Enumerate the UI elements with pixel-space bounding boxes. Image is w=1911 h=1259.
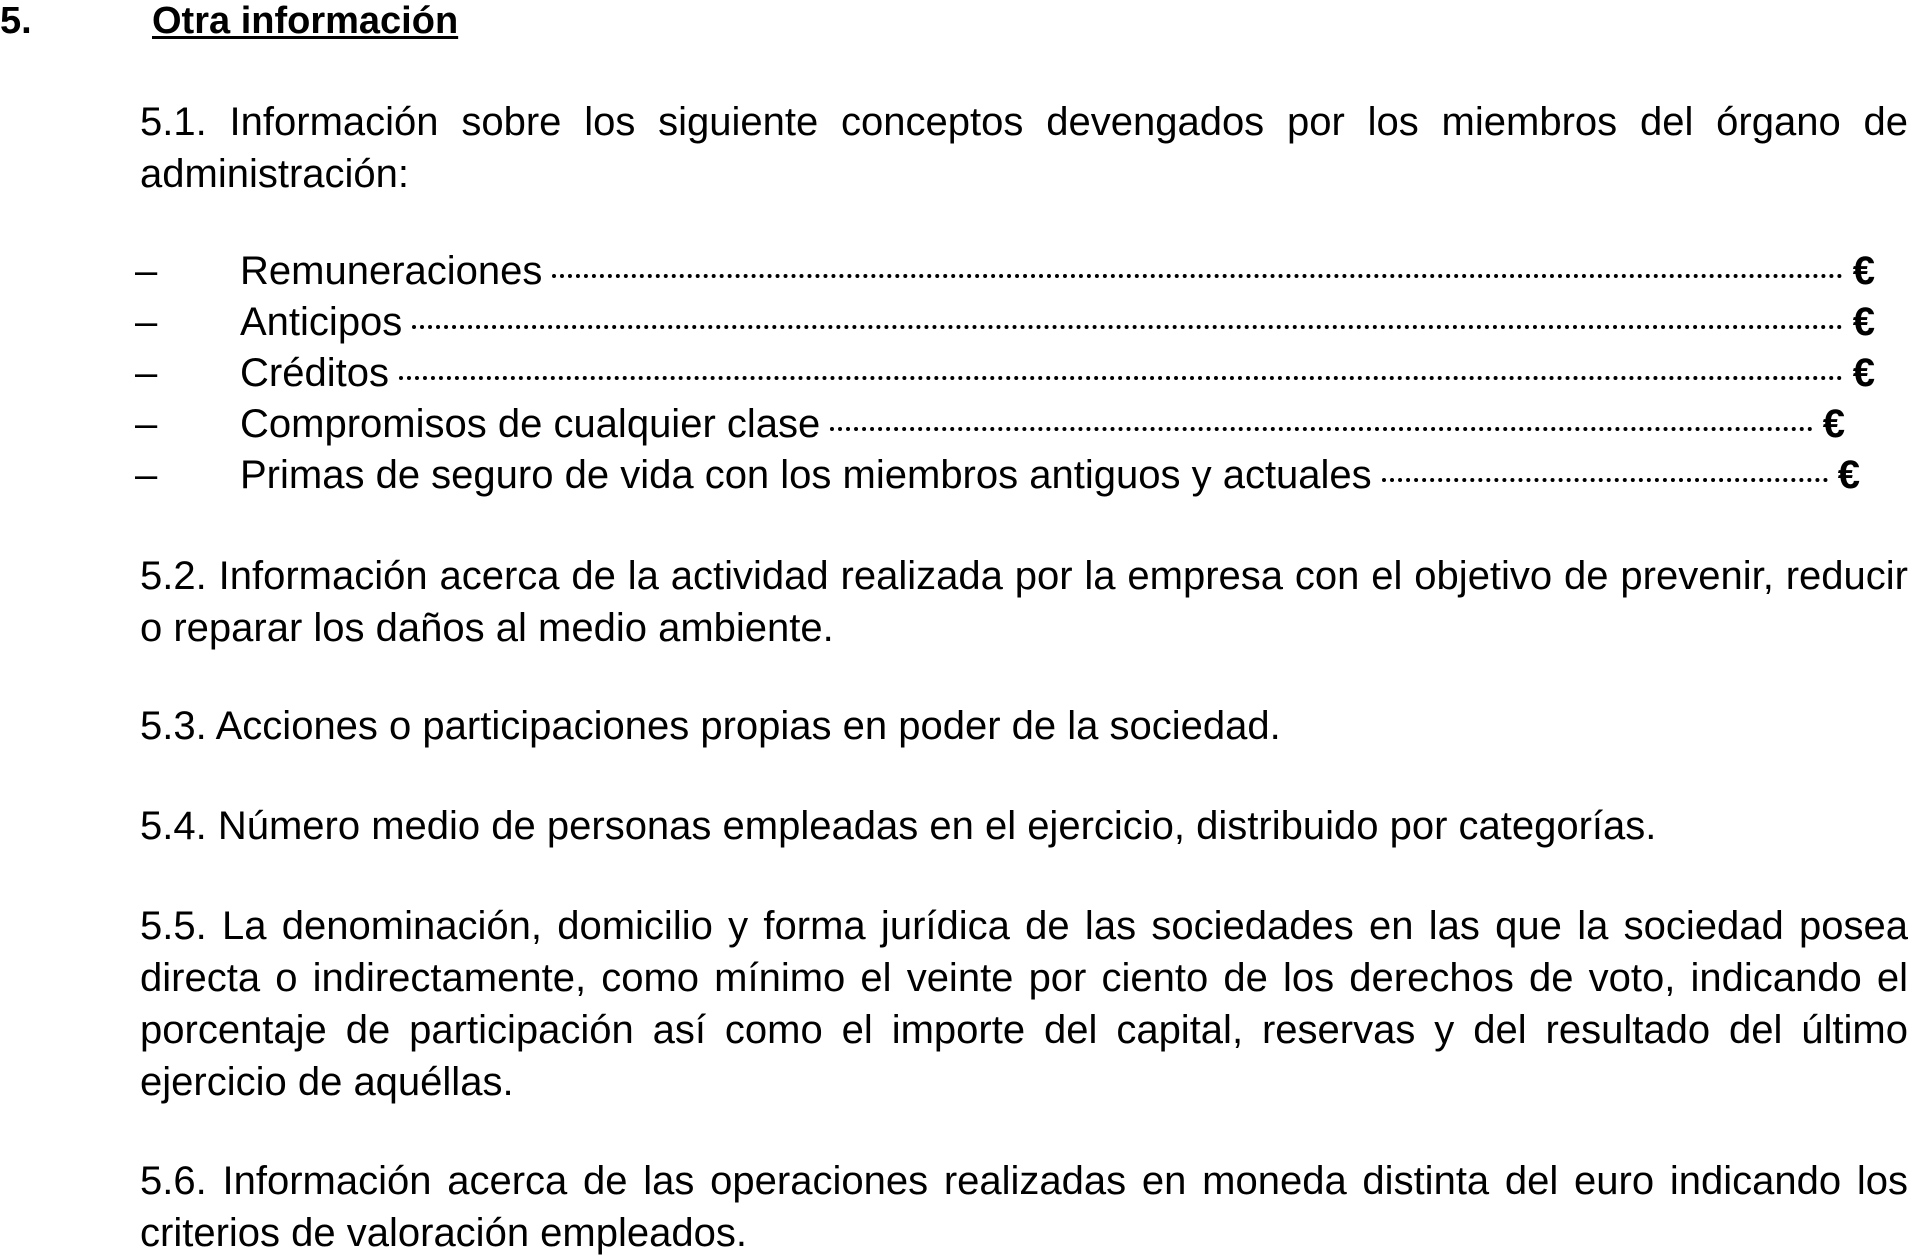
- list-item: [135, 246, 1875, 297]
- dot-leader: [1382, 478, 1828, 482]
- list-item: [135, 450, 1875, 501]
- paragraph-5-2: 5.2. Información acerca de la actividad realizada por la empresa con el objetivo de prevenir, reducir o reparar los daños al medio ambiente.: [140, 554, 1908, 650]
- concepts-list: [135, 246, 1875, 501]
- paragraph-5-5: 5.5. La denominación, domicilio y forma jurídica de las sociedades en las que la sociedad posea directa o indirectamente, como mínimo el veinte por ciento de los derechos de voto, indicando el porcentaje de participación así como el importe del capital, reservas y del resultado del último ejercicio de aquéllas.: [140, 904, 1908, 1104]
- list-item: [135, 297, 1875, 348]
- dot-leader: [399, 376, 1843, 380]
- item-label: Anticipos: [240, 300, 403, 344]
- paragraph-5-1: 5.1. Información sobre los siguiente conceptos devengados por los miembros del órgano de administración:: [140, 100, 1908, 196]
- dash-marker: –: [135, 249, 158, 293]
- item-label: Compromisos de cualquier clase: [240, 402, 821, 446]
- dot-leader: [552, 274, 1842, 278]
- list-item: [135, 348, 1875, 399]
- paragraph-5-4: 5.4. Número medio de personas empleadas en el ejercicio, distribuido por categorías.: [140, 804, 1657, 848]
- paragraph-5-3: 5.3. Acciones o participaciones propias en poder de la sociedad.: [140, 704, 1281, 748]
- currency-unit: €: [1852, 351, 1875, 395]
- dot-leader: [830, 427, 1812, 431]
- dash-marker: –: [135, 402, 158, 446]
- section-number: 5.: [0, 0, 32, 42]
- dash-marker: –: [135, 453, 158, 497]
- list-item: [135, 399, 1875, 450]
- section-title: Otra información: [152, 0, 459, 42]
- currency-unit: €: [1837, 453, 1860, 497]
- dash-marker: –: [135, 300, 158, 344]
- dot-leader: [412, 325, 1842, 329]
- item-label: Créditos: [240, 351, 389, 395]
- item-label: Primas de seguro de vida con los miembros antiguos y actuales: [240, 453, 1372, 497]
- dash-marker: –: [135, 351, 158, 395]
- item-label: Remuneraciones: [240, 249, 543, 293]
- paragraph-5-6: 5.6. Información acerca de las operaciones realizadas en moneda distinta del euro indicando los criterios de valoración empleados.: [140, 1159, 1908, 1255]
- currency-unit: €: [1852, 249, 1875, 293]
- currency-unit: €: [1852, 300, 1875, 344]
- currency-unit: €: [1822, 402, 1845, 446]
